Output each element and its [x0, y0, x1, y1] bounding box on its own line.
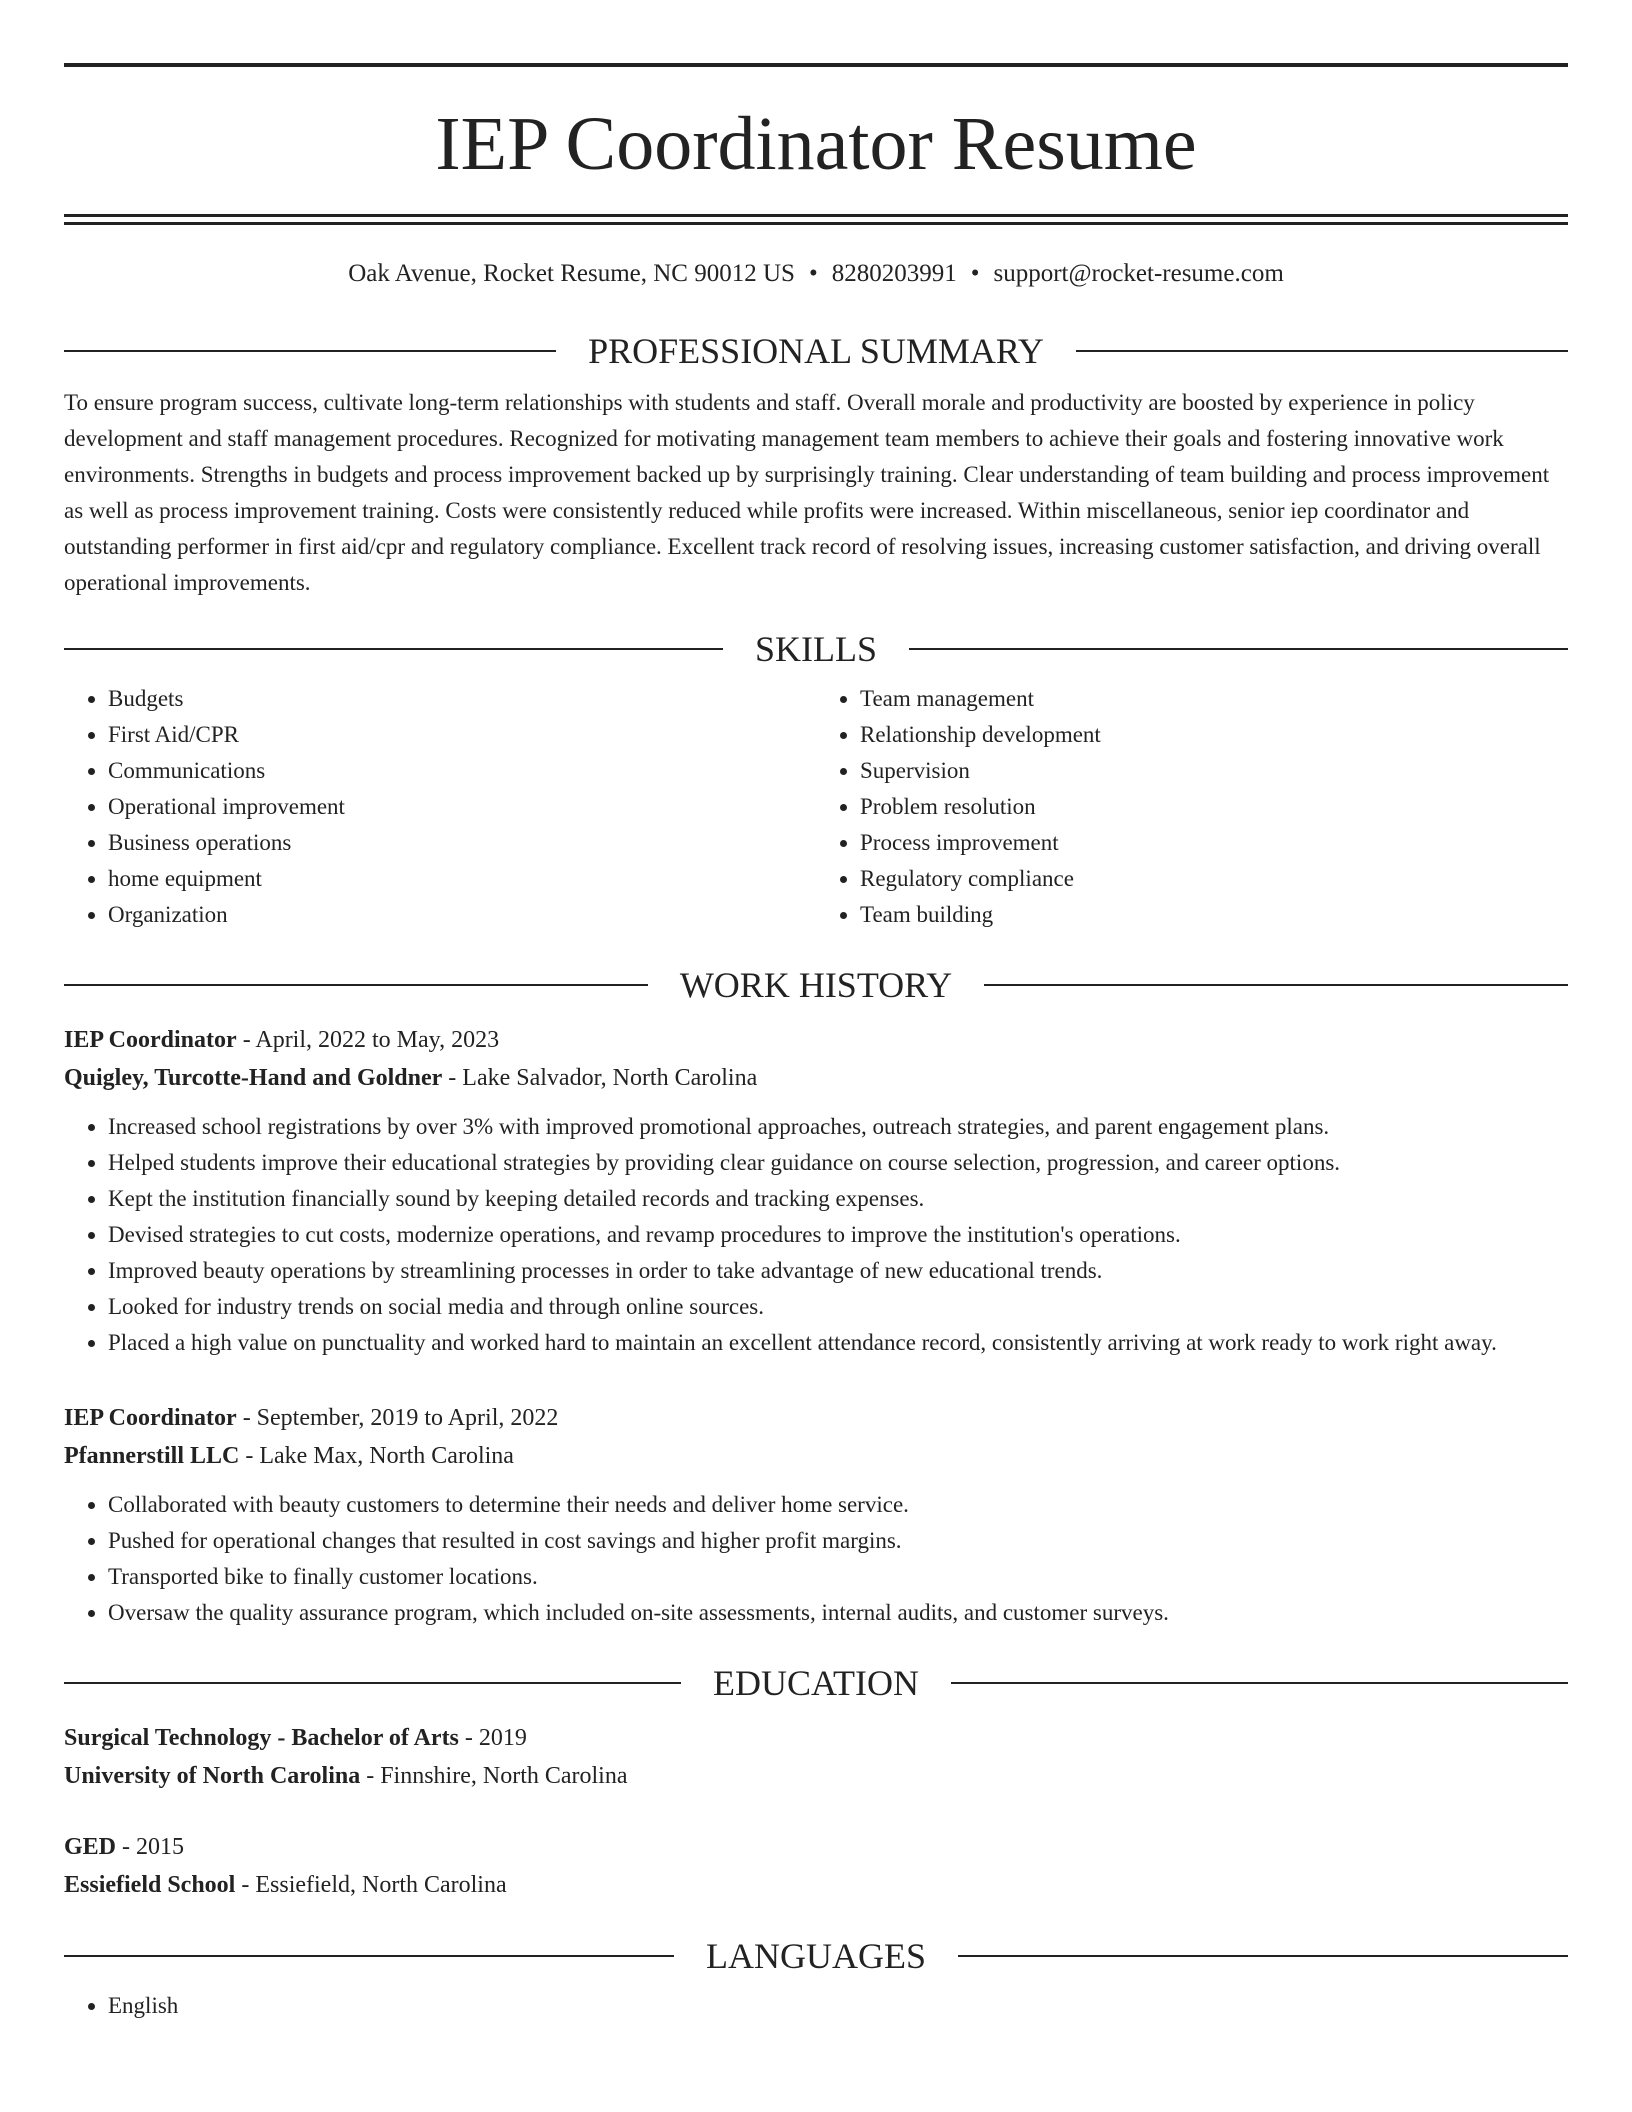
heading-rule-left	[64, 984, 648, 986]
degree-year: - 2019	[458, 1725, 527, 1751]
section-heading-skills	[64, 627, 1568, 671]
school-line	[64, 1757, 1568, 1795]
skill-item: • Budgets	[108, 681, 816, 717]
skill-item: • Regulatory compliance	[860, 861, 1568, 897]
job-bullet: • Kept the institution financially sound by keeping detailed records and tracking expenses.	[108, 1181, 1568, 1217]
section-heading-education	[64, 1661, 1568, 1705]
skill-item: • First Aid/CPR	[108, 717, 816, 753]
section-heading-summary	[64, 329, 1568, 373]
job-dates: - April, 2022 to May, 2023	[236, 1027, 500, 1053]
job-bullet: • Oversaw the quality assurance program, which included on-site assessments, internal audits, and customer surveys.	[108, 1595, 1568, 1631]
job-company-line	[64, 1059, 1568, 1097]
skill-item: • Supervision	[860, 753, 1568, 789]
heading-rule-left	[64, 350, 556, 352]
skill-item: • Team building	[860, 897, 1568, 933]
job-bullets	[64, 1487, 1568, 1631]
job-company: Quigley, Turcotte-Hand and Goldner	[64, 1065, 443, 1091]
job-location: - Lake Max, North Carolina	[239, 1443, 514, 1469]
job-bullet: • Collaborated with beauty customers to determine their needs and deliver home service.	[108, 1487, 1568, 1523]
heading-rule-right	[958, 1955, 1568, 1957]
section-title: WORK HISTORY	[679, 965, 953, 1005]
contact-phone: 8280203991	[831, 260, 957, 287]
skill-item: • Process improvement	[860, 825, 1568, 861]
skills-columns	[64, 681, 1568, 933]
job-dates: - September, 2019 to April, 2022	[236, 1405, 559, 1431]
section-title: SKILLS	[755, 629, 878, 669]
school-name: Essiefield School	[64, 1872, 236, 1898]
section-title: LANGUAGES	[706, 1936, 926, 1976]
job-title-line	[64, 1021, 1568, 1059]
school-location: - Essiefield, North Carolina	[235, 1872, 507, 1898]
job-bullet: • Increased school registrations by over 3% with improved promotional approaches, outreach strategies, and parent engagement plans.	[108, 1109, 1568, 1145]
contact-separator: •	[808, 260, 818, 287]
job-bullet: • Devised strategies to cut costs, modernize operations, and revamp procedures to improve the institution's operations.	[108, 1217, 1568, 1253]
school-line	[64, 1866, 1568, 1904]
skill-item: • Problem resolution	[860, 789, 1568, 825]
job-bullet: • Helped students improve their educational strategies by providing clear guidance on course selection, progression, and career options.	[108, 1145, 1568, 1181]
job-company-line	[64, 1437, 1568, 1475]
skills-list-right	[816, 681, 1568, 933]
job-entry	[64, 1399, 1568, 1631]
heading-rule-left	[64, 648, 723, 650]
job-bullet: • Looked for industry trends on social media and through online sources.	[108, 1289, 1568, 1325]
degree-name: Surgical Technology - Bachelor of Arts	[64, 1725, 459, 1751]
school-name: University of North Carolina	[64, 1763, 361, 1789]
section-heading-work	[64, 963, 1568, 1007]
skills-list-left	[64, 681, 816, 933]
degree-line	[64, 1828, 1568, 1866]
language-item: • English	[108, 1988, 1568, 2024]
contact-address: Oak Avenue, Rocket Resume, NC 90012 US	[348, 260, 795, 287]
skill-item: • Team management	[860, 681, 1568, 717]
job-title-line	[64, 1399, 1568, 1437]
job-company: Pfannerstill LLC	[64, 1443, 240, 1469]
section-heading-languages	[64, 1934, 1568, 1978]
skill-item: • Organization	[108, 897, 816, 933]
heading-rule-right	[951, 1682, 1568, 1684]
job-bullet: • Pushed for operational changes that resulted in cost savings and higher profit margins.	[108, 1523, 1568, 1559]
contact-email: support@rocket-resume.com	[993, 260, 1284, 287]
resume-title: IEP Coordinator Resume	[435, 102, 1197, 186]
degree-line	[64, 1719, 1568, 1757]
heading-rule-left	[64, 1955, 674, 1957]
top-rule	[64, 63, 1568, 67]
job-title: IEP Coordinator	[64, 1027, 237, 1053]
job-title: IEP Coordinator	[64, 1405, 237, 1431]
summary-paragraph: To ensure program success, cultivate long-term relationships with students and staff. Overall morale and productivity are boosted by experience in policy development and staff management procedures. Recognized for motivating management team members to achieve their goals and fostering innovative work environments. Strengths in budgets and process improvement backed up by surprisingly training. Clear understanding of team building and process improvement as well as process improvement training. Costs were consistently reduced while profits were increased. Within miscellaneous, senior iep coordinator and outstanding performer in first aid/cpr and regulatory compliance. Excellent track record of resolving issues, increasing customer satisfaction, and driving overall operational improvements.	[64, 390, 1550, 595]
education-entry	[64, 1719, 1568, 1795]
work-history	[64, 1021, 1568, 1631]
job-bullet: • Improved beauty operations by streamlining processes in order to take advantage of new educational trends.	[108, 1253, 1568, 1289]
heading-rule-right	[984, 984, 1568, 986]
job-bullet: • Transported bike to finally customer locations.	[108, 1559, 1568, 1595]
languages-list	[64, 1988, 1568, 2024]
school-location: - Finnshire, North Carolina	[360, 1763, 628, 1789]
section-title: PROFESSIONAL SUMMARY	[588, 331, 1044, 371]
skill-item: • home equipment	[108, 861, 816, 897]
skill-item: • Relationship development	[860, 717, 1568, 753]
heading-rule-right	[1076, 350, 1568, 352]
section-title: EDUCATION	[713, 1663, 919, 1703]
job-entry	[64, 1021, 1568, 1361]
heading-rule-left	[64, 1682, 681, 1684]
skill-item: • Business operations	[108, 825, 816, 861]
heading-rule-right	[909, 648, 1568, 650]
title-double-rule	[64, 214, 1568, 225]
contact-line	[64, 259, 1568, 289]
education-list	[64, 1719, 1568, 1904]
contact-separator: •	[970, 260, 980, 287]
job-bullet: • Placed a high value on punctuality and worked hard to maintain an excellent attendance record, consistently arriving at work ready to work right away.	[108, 1325, 1568, 1361]
skill-item: • Operational improvement	[108, 789, 816, 825]
job-bullets	[64, 1109, 1568, 1361]
skill-item: • Communications	[108, 753, 816, 789]
degree-year: - 2015	[116, 1834, 185, 1860]
job-location: - Lake Salvador, North Carolina	[442, 1065, 758, 1091]
resume-page	[64, 0, 1568, 2024]
education-entry	[64, 1828, 1568, 1904]
degree-name: GED	[64, 1834, 117, 1860]
